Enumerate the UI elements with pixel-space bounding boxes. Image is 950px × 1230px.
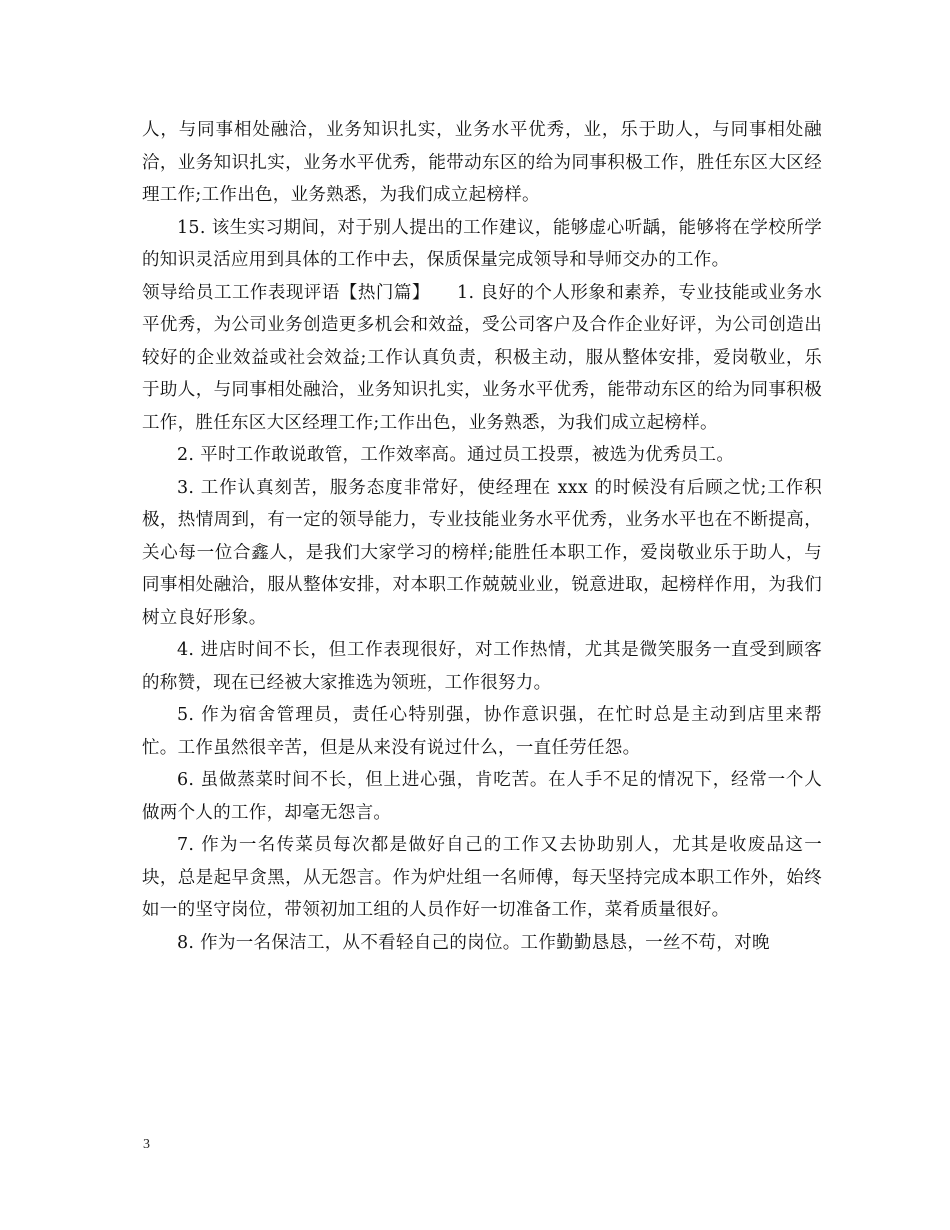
paragraph-item-2: 2. 平时工作敢说敢管，工作效率高。通过员工投票，被选为优秀员工。 (177, 445, 735, 465)
page-number: 3 (143, 1137, 150, 1152)
paragraph-item-4: 4. 进店时间不长，但工作表现很好，对工作热情，尤其是微笑服务一直受到顾客的称赞，现在已经被大家推选为领班，工作很努力。 (142, 640, 822, 693)
paragraph-item-3: 3. 工作认真刻苦，服务态度非常好，使经理在 xxx 的时候没有后顾之忧;工作积极，热情周到，有一定的领导能力，专业技能业务水平优秀，业务水平也在不断提高，关心每一位合鑫人，是我们大家学习的榜样;能胜任本职工作，爱岗敬业乐于助人，与同事相处融洽，服从整体安排，对本职工作兢兢业业，锐意进取，起榜样作用，为我们树立良好形象。 (142, 477, 822, 628)
document-body (142, 114, 822, 959)
paragraph-item-15: 15. 该生实习期间，对于别人提出的工作建议，能够虚心听龋，能够将在学校所学的知识灵活应用到具体的工作中去，保质保量完成领导和导师交办的工作。 (142, 217, 822, 270)
paragraph-continuation: 人，与同事相处融洽，业务知识扎实，业务水平优秀，业，乐于助人，与同事相处融洽，业务知识扎实，业务水平优秀，能带动东区的给为同事积极工作，胜任东区大区经理工作;工作出色，业务熟悉，为我们成立起榜样。 (142, 120, 822, 205)
paragraph-item-8: 8. 作为一名保洁工，从不看轻自己的岗位。工作勤勤恳恳，一丝不苟，对晚 (177, 932, 770, 953)
paragraph-item-5: 5. 作为宿舍管理员，责任心特别强，协作意识强，在忙时总是主动到店里来帮忙。工作虽然很辛苦，但是从来没有说过什么，一直任劳任怨。 (142, 705, 822, 758)
paragraph-item-6: 6. 虽做蒸菜时间不长，但上进心强，肯吃苦。在人手不足的情况下，经常一个人做两个人的工作，却毫无怨言。 (142, 770, 822, 823)
paragraph-section-heading-item-1: 领导给员工工作表现评语【热门篇】 1. 良好的个人形象和素养，专业技能或业务水平优秀，为公司业务创造更多机会和效益，受公司客户及合作企业好评，为公司创造出较好的企业效益或社会效益;工作认真负责，积极主动，服从整体安排，爱岗敬业，乐于助人，与同事相处融洽，业务知识扎实，业务水平优秀，能带动东区的给为同事积极工作，胜任东区大区经理工作;工作出色，业务熟悉，为我们成立起榜样。 (142, 282, 822, 433)
paragraph-item-7: 7. 作为一名传菜员每次都是做好自己的工作又去协助别人，尤其是收废品这一块，总是起早贪黑，从无怨言。作为炉灶组一名师傅，每天坚持完成本职工作外，始终如一的坚守岗位，带领初加工组的人员作好一切准备工作，菜肴质量很好。 (142, 835, 822, 920)
